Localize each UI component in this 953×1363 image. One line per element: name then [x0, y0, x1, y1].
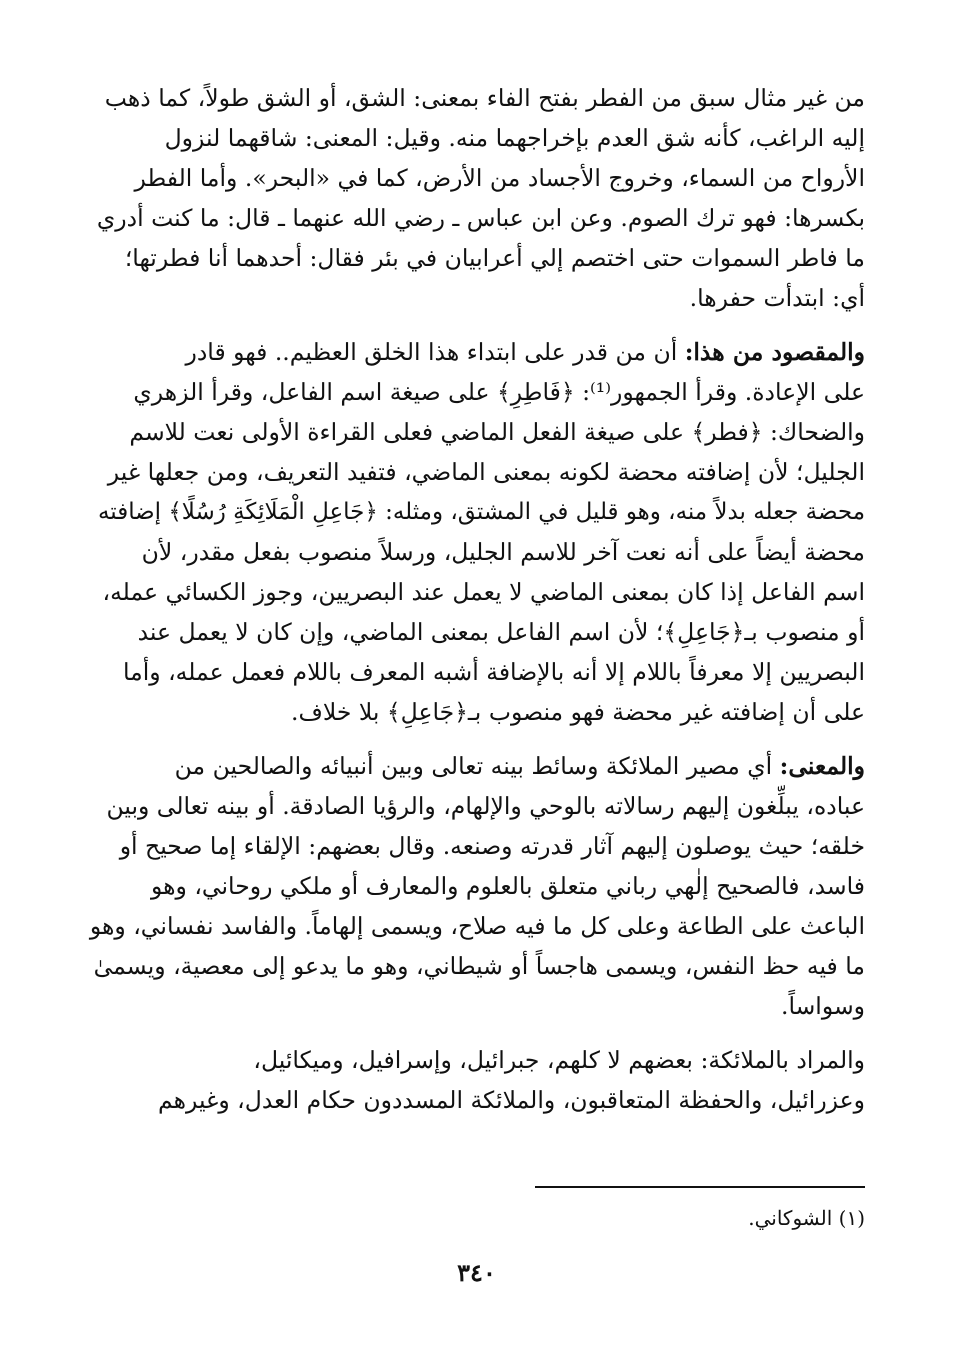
paragraph-lead: والمقصود من هذا: — [684, 338, 865, 366]
paragraph-4 — [88, 1040, 865, 1120]
text-line: من غير مثال سبق من الفطر بفتح الفاء بمعنى: الشق، أو الشق طولاً، كما ذهب — [104, 84, 865, 112]
text-line — [88, 746, 865, 786]
text-line-rest: أي مصير الملائكة وسائط بينه تعالى وبين أنبيائه والصالحين من — [174, 752, 780, 780]
text-line: الجليل؛ لأن إضافته محضة لكونه بمعنى الماضي، فتفيد التعريف، ومن جعلها غير — [107, 458, 865, 486]
page-number: ٣٤٠ — [457, 1258, 496, 1287]
paragraph-3 — [88, 746, 865, 1026]
text-line: أو منصوب بـ﴿جَاعِلِ﴾؛ لأن اسم الفاعل بمعنى الماضي، وإن كان لا يعمل عند — [137, 618, 865, 646]
text-line: أي: ابتدأت حفرها. — [689, 284, 865, 312]
text-line: الأرواح من السماء، وخروج الأجساد من الأرض، كما في «البحر». وأما الفطر — [134, 164, 865, 192]
paragraph-1 — [88, 78, 865, 318]
text-line: البصريين إلا معرفاً باللام إلا أنه بالإضافة أشبه المعرف باللام فعمل عمله، وأما — [122, 658, 865, 686]
footnote: (١) الشوكاني. — [748, 1206, 865, 1230]
paragraph-2 — [88, 332, 865, 732]
footnote-divider — [535, 1186, 865, 1188]
text-line-rest: أن من قدر على ابتداء هذا الخلق العظيم.. فهو قادر — [185, 338, 685, 366]
text-line: محضة أيضاً على أنه نعت آخر للاسم الجليل، ورسلاً منصوب بفعل مقدر، لأن — [141, 538, 865, 566]
text-line: اسم الفاعل إذا كان بمعنى الماضي لا يعمل عند البصريين، وجوز الكسائي عمله، — [102, 578, 865, 606]
text-line: محضة جعله بدلاً منه، وهو قليل في المشتق، ومثله: ﴿جَاعِلِ الْمَلَائِكَةِ رُسُلًا﴾ إضافته — [97, 499, 865, 525]
text-line: عباده، يبلِّغون إليهم رسالاته بالوحي والإلهام، والرؤيا الصادقة. أو بينه تعالى وبين — [106, 792, 865, 820]
text-line: فاسد، فالصحيح إلٰهي رباني متعلق بالعلوم والمعارف أو ملكي روحاني، وهو — [150, 872, 865, 900]
text-line — [88, 332, 865, 372]
text-line: وسواساً. — [780, 992, 865, 1020]
text-line: بكسرها: فهو ترك الصوم. وعن ابن عباس ـ رضي الله عنهما ـ قال: ما كنت أدري — [96, 204, 865, 232]
text-line: ما فاطر السموات حتى اختصم إلي أعرابيان في بئر فقال: أحدهما أنا فطرتها؛ — [124, 244, 865, 272]
text-line: ما فيه حظ النفس، ويسمى هاجساً أو شيطاني، وهو ما يدعو إلى معصية، ويسمىٰ — [93, 952, 865, 980]
text-line: على الإعادة. وقرأ الجمهور⁽¹⁾: ﴿فَاطِرِ﴾ على صيغة اسم الفاعل، وقرأ الزهري — [133, 378, 865, 406]
text-line: والمراد بالملائكة: بعضهم لا كلهم، جبرائيل، وإسرافيل، وميكائيل، — [253, 1046, 865, 1074]
paragraph-lead: والمعنى: — [779, 752, 865, 780]
text-line: خلقه؛ حيث يوصلون إليهم آثار قدرته وصنعه. وقال بعضهم: الإلقاء إما صحيح أو — [119, 832, 865, 860]
text-line: وعزرائيل، والحفظة المتعاقبون، والملائكة المسددون حكام العدل، وغيرهم — [157, 1086, 865, 1114]
text-line: الباعث على الطاعة وعلى كل ما فيه صلاح، ويسمى إلهاماً. والفاسد نفساني، وهو — [89, 912, 865, 940]
text-line: والضحاك: ﴿فطر﴾ على صيغة الفعل الماضي فعلى القراءة الأولى نعت للاسم — [129, 418, 865, 446]
text-line: على أن إضافته غير محضة فهو منصوب بـ﴿جَاعِلِ﴾ بلا خلاف. — [291, 698, 865, 726]
text-line: إليه الراغب، كأنه شق العدم بإخراجهما منه. وقيل: المعنى: شاقهما لنزول — [164, 124, 865, 152]
